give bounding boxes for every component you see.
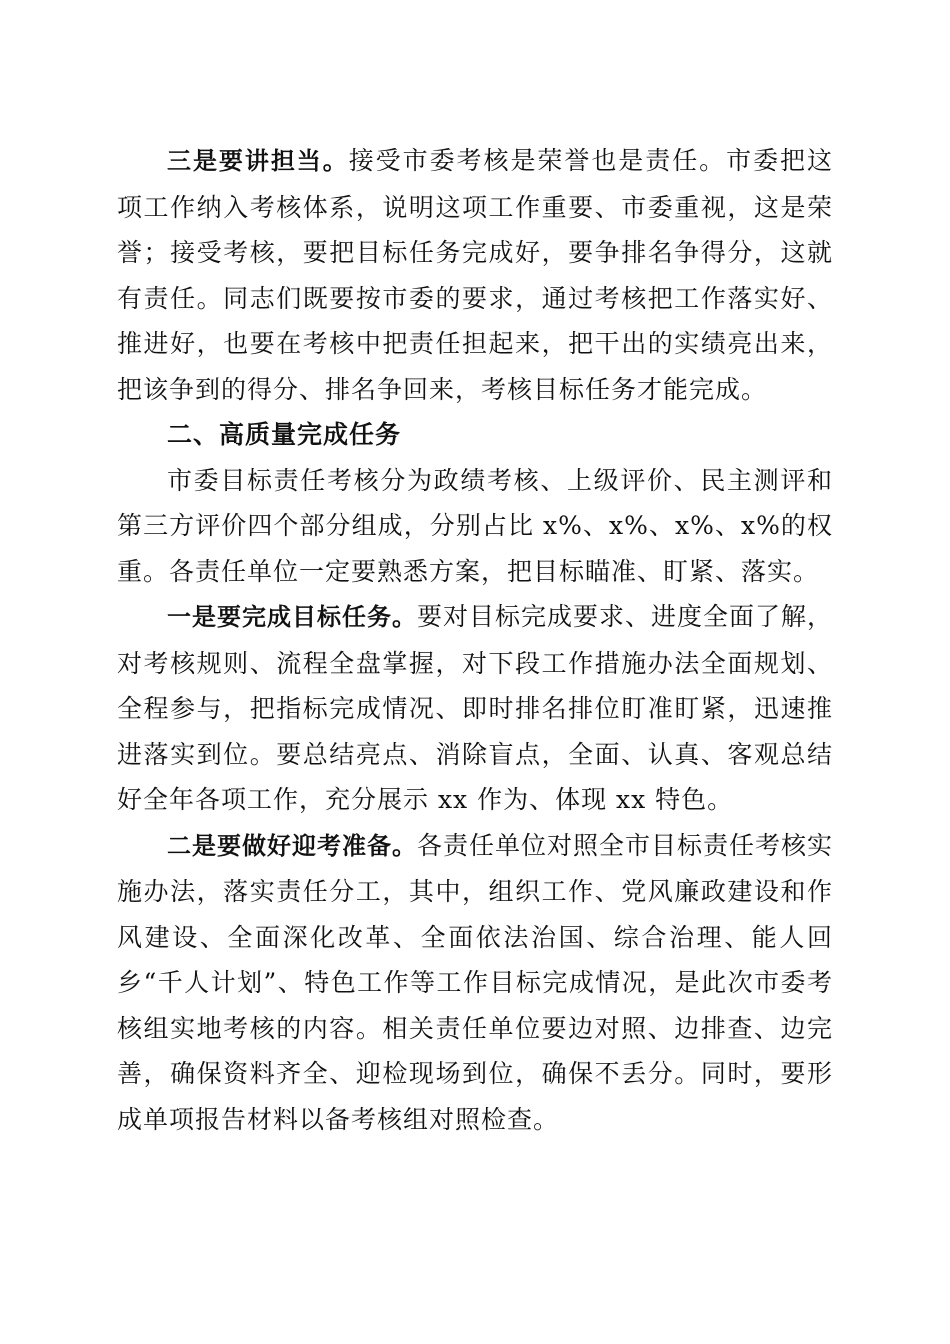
- paragraph-responsibility: [117, 138, 833, 412]
- paragraph-text: 要对目标完成要求、进度全面了解，对考核规则、流程全盘掌握，对下段工作措施办法全面规划、全程参与，把指标完成情况、即时排名排位盯准盯紧，迅速推进落实到位。要总结亮点、消除盲点，全面、认真、客观总结好全年各项工作，充分展示 xx 作为、体现 xx 特色。: [117, 602, 834, 814]
- paragraph-prepare-assessment: [117, 823, 833, 1143]
- paragraph-lead: 一是要完成目标任务。: [167, 603, 417, 631]
- paragraph-lead: 三是要讲担当。: [167, 147, 349, 175]
- paragraph-lead: 二是要做好迎考准备。: [167, 831, 417, 860]
- paragraph-complete-tasks: [117, 594, 833, 823]
- document-body: [117, 138, 833, 1142]
- section-heading: 二、高质量完成任务: [167, 420, 402, 449]
- paragraph-text: 各责任单位对照全市目标责任考核实施办法，落实责任分工，其中，组织工作、党风廉政建设和作风建设、全面深化改革、全面依法治国、综合治理、能人回乡“千人计划”、特色工作等工作目标完成情况，是此次市委考核组实地考核的内容。相关责任单位要边对照、边排查、边完善，确保资料齐全、迎检现场到位，确保不丢分。同时，要形成单项报告材料以备考核组对照检查。: [117, 830, 834, 1134]
- paragraph-text: 接受市委考核是荣誉也是责任。市委把这项工作纳入考核体系，说明这项工作重要、市委重视，这是荣誉；接受考核，要把目标任务完成好，要争排名争得分，这就有责任。同志们既要按市委的要求，通过考核把工作落实好、推进好，也要在考核中把责任担起来，把干出的实绩亮出来，把该争到的得分、排名争回来，考核目标任务才能完成。: [117, 146, 834, 404]
- paragraph-text: 市委目标责任考核分为政绩考核、上级评价、民主测评和第三方评价四个部分组成，分别占比 x%、x%、x%、x%的权重。各责任单位一定要熟悉方案，把目标瞄准、盯紧、落实。: [117, 465, 833, 586]
- paragraph-assessment-overview: [117, 458, 833, 595]
